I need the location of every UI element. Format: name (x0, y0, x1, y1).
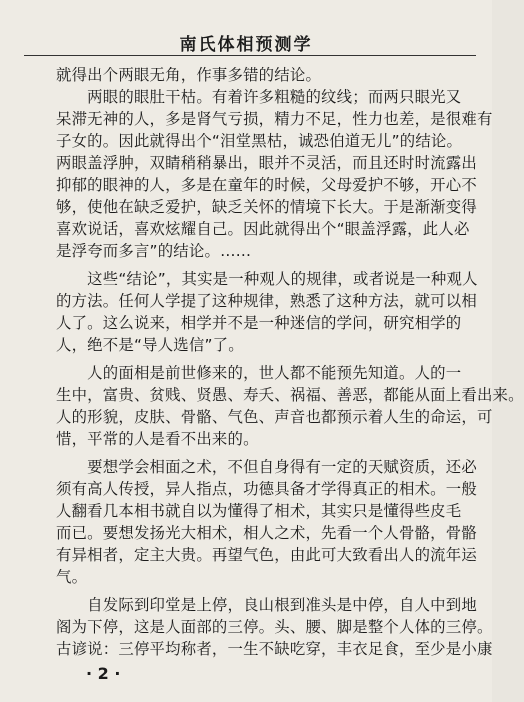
text-line: 是浮夸而多言”的结论。…… (56, 242, 252, 260)
text-line: 惜，平常的人是看不出来的。 (56, 430, 259, 448)
text-line: 抑郁的眼神的人，多是在童年的时候，父母爱护不够，开心不 (56, 176, 477, 194)
text-line: 就得出个两眼无角，作事多错的结论。 (56, 66, 322, 84)
text-line: 气。 (56, 568, 88, 586)
text-line: 人的面相是前世修来的，世人都不能预先知道。人的一 (56, 364, 462, 382)
text-line: 古谚说：三停平均称者，一生不缺吃穿，丰衣足食，至少是小康 (56, 640, 493, 658)
text-line: 够，使他在缺乏爱护，缺乏关怀的情境下长大。于是渐渐变得 (56, 198, 477, 216)
header-rule (24, 55, 476, 56)
text-line: 阁为下停，这是人面部的三停。头、腰、脚是整个人体的三停。 (56, 618, 493, 636)
text-line: 人的形貌，皮肤、骨骼、气色、声音也都预示着人生的命运，可 (56, 408, 493, 426)
text-line: 两眼的眼肚干枯。有着许多粗糙的纹线；而两只眼光又 (56, 88, 462, 106)
text-line: 人了。这么说来，相学并不是一种迷信的学问，研究相学的 (56, 314, 462, 332)
text-line: 须有高人传授，异人指点，功德具备才学得真正的相术。一般 (56, 480, 477, 498)
running-header-title: 南氏体相预测学 (179, 35, 313, 55)
text-line: 喜欢说话，喜欢炫耀自己。因此就得出个“眼盖浮露，此人必 (56, 220, 470, 238)
running-header (0, 26, 492, 56)
text-line: 人翻看几本相书就自以为懂得了相术，其实只是懂得些皮毛 (56, 502, 462, 520)
text-line: 生中，富贵、贫贱、贤愚、寿夭、祸福、善恶，都能从面上看出来。 (56, 386, 524, 404)
text-line: 呆滞无神的人，多是肾气亏损，精力不足，性力也差，是很难有 (56, 110, 493, 128)
body-text (56, 64, 524, 660)
text-line: 要想学会相面之术，不但自身得有一定的天赋资质，还必 (56, 458, 477, 476)
text-line: 的方法。任何人学提了这种规律，熟悉了这种方法，就可以相 (56, 292, 477, 310)
text-line: 子女的。因此就得出个“泪堂黑枯，诚恐伯道无儿”的结论。 (56, 132, 463, 150)
text-line: 自发际到印堂是上停，良山根到准头是中停，自人中到地 (56, 596, 477, 614)
text-line: 两眼盖浮肿，双睛稍稍暴出，眼并不灵活，而且还时时流露出 (56, 154, 477, 172)
text-line: 而已。要想发扬光大相术，相人之术，先看一个人骨骼，骨骼 (56, 524, 477, 542)
text-line: 人，绝不是“导人选信”了。 (56, 336, 244, 354)
text-line: 这些“结论”，其实是一种观人的规律，或者说是一种观人 (56, 270, 478, 288)
page-number: · 2 · (86, 664, 121, 683)
text-line: 有异相者，定主大贵。再望气色，由此可大致看出人的流年运 (56, 546, 477, 564)
